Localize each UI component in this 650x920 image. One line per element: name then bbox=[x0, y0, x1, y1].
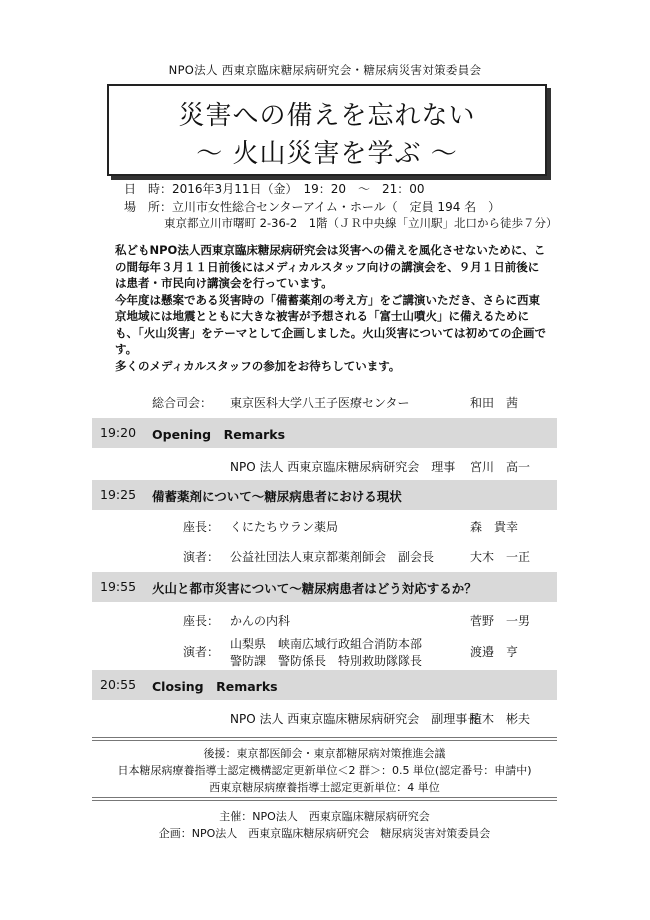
session-header bbox=[92, 418, 557, 448]
chair-role: 座長： bbox=[183, 614, 220, 628]
credit-line: 日本糖尿病療養指導士認定機構認定更新単位＜2 群＞：0.5 単位(認定番号：申請中) bbox=[117, 764, 532, 777]
title-box bbox=[107, 84, 547, 176]
event-title: 災害への備えを忘れない bbox=[178, 101, 476, 131]
speaker-name: 渡邉 亨 bbox=[470, 645, 519, 659]
divider bbox=[92, 797, 557, 798]
organizer-line: NPO法人 西東京臨床糖尿病研究会・糖尿病災害対策委員会 bbox=[168, 63, 482, 77]
place-row bbox=[124, 198, 500, 215]
session-header bbox=[92, 670, 557, 700]
moderator-name: 和田 茜 bbox=[470, 396, 519, 410]
speaker-affiliation: 公益社団法人東京都薬剤師会 副会長 bbox=[230, 550, 435, 564]
speaker-role: 演者： bbox=[183, 645, 220, 659]
session-time: 19:55 bbox=[100, 579, 137, 594]
chair-name: 森 貴幸 bbox=[470, 520, 519, 534]
session-header bbox=[92, 572, 557, 602]
chair-affiliation: かんの内科 bbox=[230, 614, 291, 628]
session-time: 19:20 bbox=[100, 425, 137, 440]
date-value: 2016年3月11日（金） 19：20 ～ 21：00 bbox=[172, 182, 425, 196]
date-row bbox=[124, 180, 425, 197]
place-value: 立川市女性総合センターアイム・ホール（ 定員 194 名 ） bbox=[172, 200, 501, 214]
session-title: 火山と都市災害について～糖尿病患者はどう対応するか？ bbox=[152, 581, 477, 596]
speaker-role: 演者： bbox=[183, 550, 220, 564]
chair-name: 菅野 一男 bbox=[470, 614, 531, 628]
intro-paragraph: 多くのメディカルスタッフの参加をお待ちしています。 bbox=[115, 358, 401, 373]
credit-line: 西東京糖尿病療養指導士認定更新単位：4 単位 bbox=[209, 781, 440, 794]
place-label: 場 所： bbox=[124, 200, 173, 214]
intro-paragraph: 今年度は懸案である災害時の「備蓄薬剤の考え方」をご講演いただき、さらに西東京地域には地震とともに大きな被害が予想される「富士山噴火」に備えるためにも、「火山災害」をテーマとして企画しました。火山災害については初めての企画です。 bbox=[115, 292, 547, 356]
moderator-role: 総合司会： bbox=[152, 396, 213, 410]
divider bbox=[92, 740, 557, 741]
speaker-name: 宮川 高一 bbox=[470, 460, 531, 474]
intro-text bbox=[115, 242, 547, 374]
session-title: Closing Remarks bbox=[152, 679, 278, 694]
speaker-name: 植木 彬夫 bbox=[470, 712, 531, 726]
divider bbox=[92, 737, 557, 738]
speaker-name: 大木 一正 bbox=[470, 550, 531, 564]
speaker-affiliation: NPO 法人 西東京臨床糖尿病研究会 副理事長 bbox=[230, 712, 480, 726]
host-line: 主催：NPO法人 西東京臨床糖尿病研究会 bbox=[219, 810, 430, 823]
session-header bbox=[92, 480, 557, 510]
session-time: 19:25 bbox=[100, 487, 137, 502]
session-time: 20:55 bbox=[100, 677, 137, 692]
event-subtitle: ～ 火山災害を学ぶ ～ bbox=[196, 139, 458, 169]
planner-line: 企画：NPO法人 西東京臨床糖尿病研究会 糖尿病災害対策委員会 bbox=[158, 827, 491, 840]
moderator-affiliation: 東京医科大学八王子医療センター bbox=[230, 396, 410, 410]
intro-paragraph: 私どもNPO法人西東京臨床糖尿病研究会は災害への備えを風化させないために、この間毎年３月１１日前後にはメディカルスタッフ向けの講演会を、９月１日前後には患者・市民向け講演会を行っています。 bbox=[115, 243, 546, 290]
speaker-affiliation: 山梨県 峡南広域行政組合消防本部 bbox=[230, 637, 423, 651]
chair-role: 座長： bbox=[183, 520, 220, 534]
speaker-affiliation-line2: 警防課 警防係長 特別救助隊隊長 bbox=[230, 654, 423, 668]
support-line: 後援：東京都医師会・東京都糖尿病対策推進会議 bbox=[203, 747, 446, 760]
session-title: Opening Remarks bbox=[152, 427, 286, 442]
address: 東京都立川市曙町 2-36-2 1階（ＪＲ中央線「立川駅」北口から徒歩７分） bbox=[164, 216, 558, 230]
speaker-affiliation: NPO 法人 西東京臨床糖尿病研究会 理事 bbox=[230, 460, 456, 474]
divider bbox=[92, 800, 557, 801]
chair-affiliation: くにたちウラン薬局 bbox=[230, 520, 339, 534]
date-label: 日 時： bbox=[124, 182, 173, 196]
session-title: 備蓄薬剤について～糖尿病患者における現状 bbox=[152, 489, 402, 504]
